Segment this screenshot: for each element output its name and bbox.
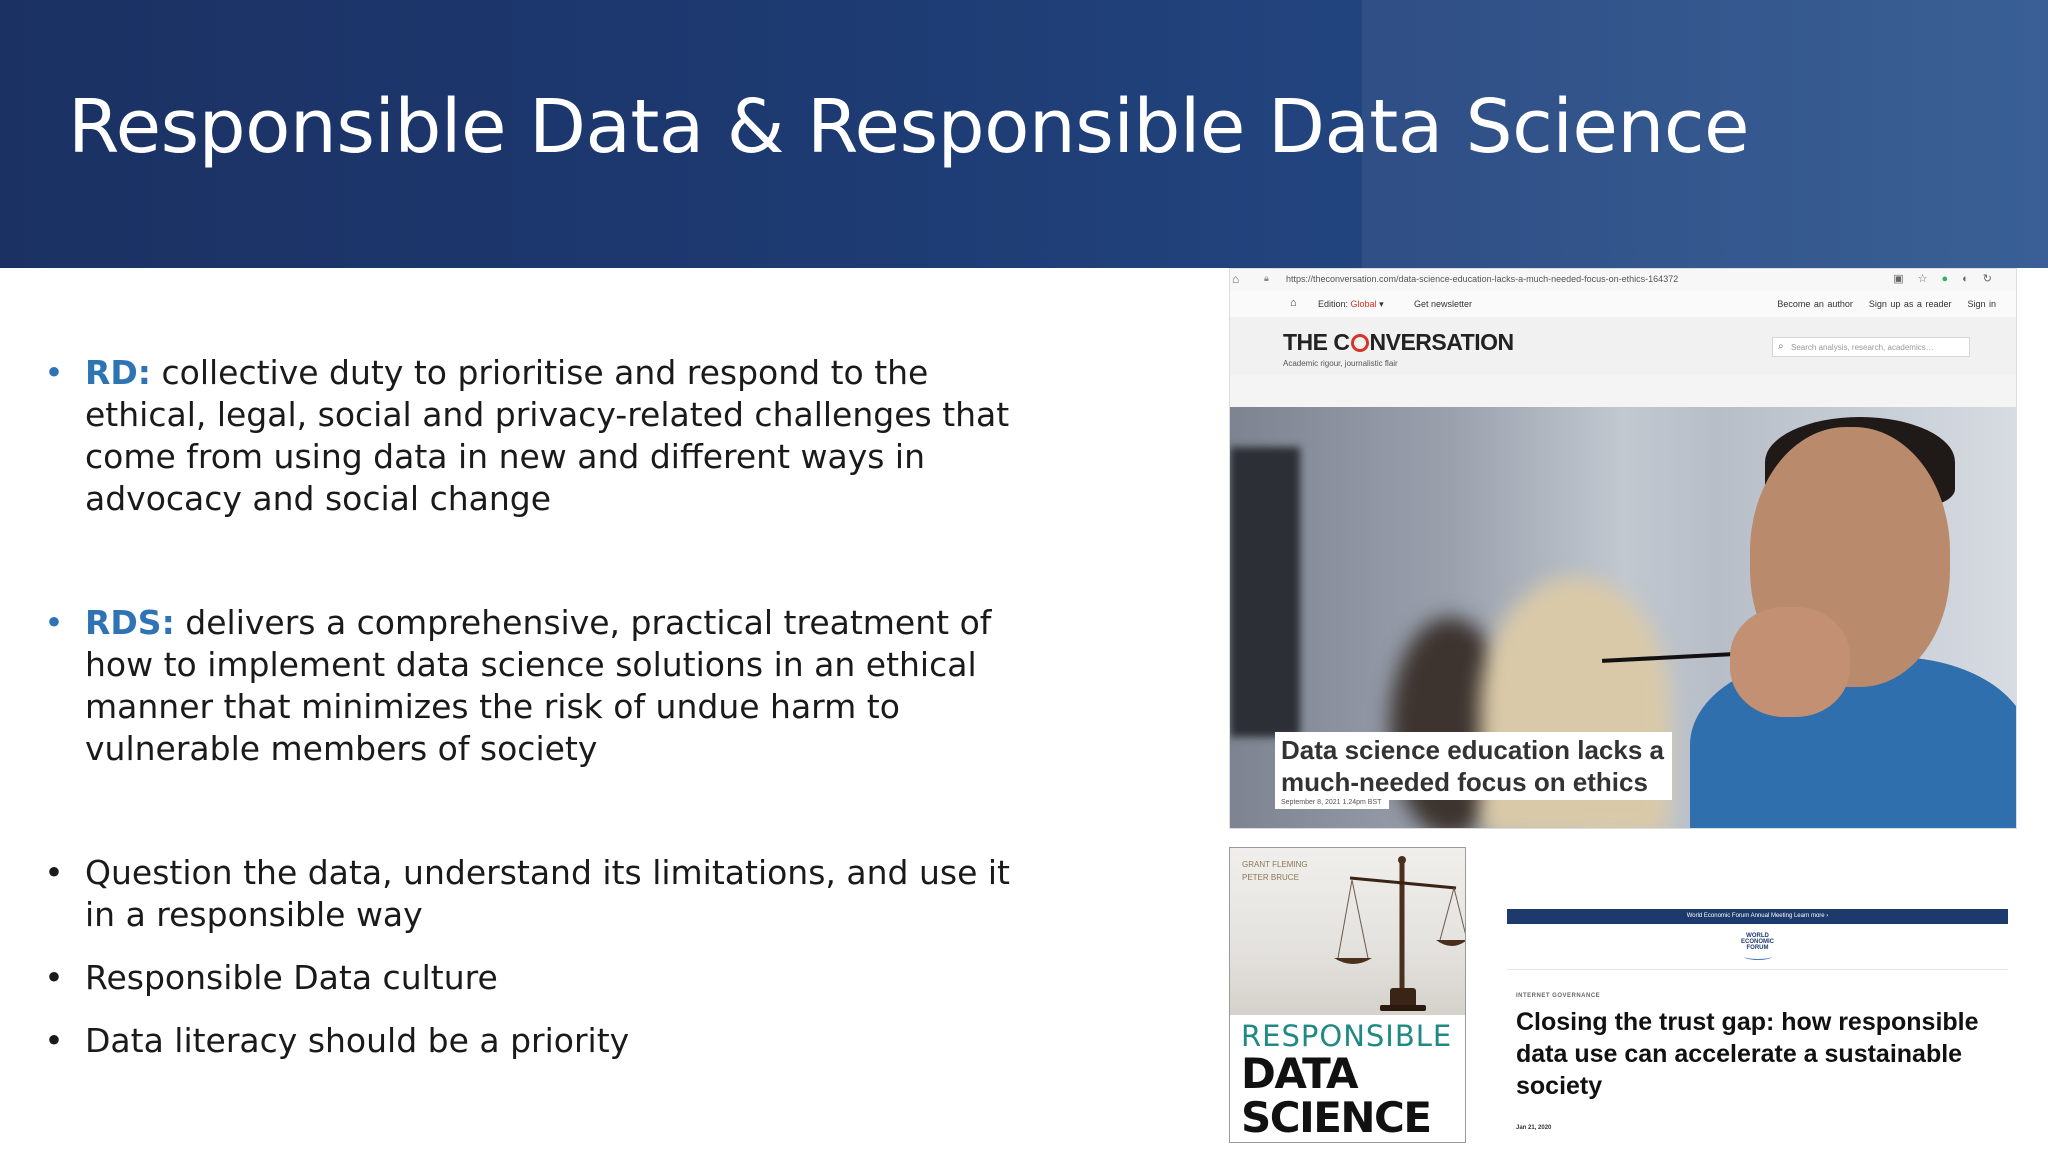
bullet-text-rds: delivers a comprehensive, practical treatment of how to implement data science solutions in an ethical manner that minimizes the risk of undue harm to vulnerable members of society bbox=[85, 603, 992, 768]
account-links bbox=[1761, 299, 1996, 309]
conversation-tagline: Academic rigour, journalistic flair bbox=[1283, 359, 1398, 368]
newsletter-link: Get newsletter bbox=[1414, 299, 1473, 309]
search-placeholder: Search analysis, research, academics… bbox=[1791, 343, 1934, 352]
wef-logo-line: FORUM bbox=[1746, 945, 1769, 951]
bullet-text-rd: collective duty to prioritise and respond to the ethical, legal, social and privacy-related challenges that come from using data in new and different ways in advocacy and social change bbox=[85, 353, 1010, 518]
wef-headline: Closing the trust gap: how responsible data use can accelerate a sustainable society bbox=[1516, 1008, 1979, 1100]
wef-article-card bbox=[1507, 909, 2008, 1143]
bullet-rd bbox=[44, 352, 1024, 520]
bullet-question-data bbox=[44, 852, 1024, 936]
book-title-line: SCIENCE bbox=[1241, 1093, 1431, 1142]
book-author: GRANT FLEMING bbox=[1242, 860, 1308, 869]
bullet-key-rd: RD: bbox=[85, 353, 151, 392]
book-author: PETER BRUCE bbox=[1242, 873, 1299, 882]
headline-line: Data science education lacks a bbox=[1281, 735, 1664, 765]
site-nav bbox=[1230, 291, 2016, 317]
edition-value: Global bbox=[1350, 299, 1377, 309]
search-icon: ⌕ bbox=[1778, 341, 1784, 352]
wef-banner: World Economic Forum Annual Meeting Learn more › bbox=[1507, 909, 2008, 924]
conversation-masthead bbox=[1230, 317, 2016, 375]
logo-text-end: NVERSATION bbox=[1369, 329, 1514, 355]
profile-icon: ◐ bbox=[1962, 273, 1983, 285]
refresh-icon: ↻ bbox=[1982, 273, 2006, 285]
wef-logo-line: ECONOMIC bbox=[1741, 939, 1774, 945]
browser-toolbar-icons bbox=[1893, 272, 2006, 285]
bullet-culture bbox=[44, 957, 498, 999]
site-home-icon: ⌂ bbox=[1290, 297, 1297, 309]
logo-text-start: THE C bbox=[1283, 329, 1350, 355]
wef-logo-line: WORLD bbox=[1746, 933, 1769, 939]
book-cover bbox=[1229, 847, 1466, 1143]
sign-up-link: Sign up as a reader bbox=[1868, 299, 1952, 309]
browser-address-bar bbox=[1230, 269, 2016, 292]
wef-kicker: INTERNET GOVERNANCE bbox=[1516, 993, 1601, 999]
bullet-text-culture: Responsible Data culture bbox=[85, 958, 498, 997]
edition-label: Edition: bbox=[1318, 299, 1349, 309]
conversation-search bbox=[1772, 337, 1970, 357]
sign-in-link: Sign in bbox=[1967, 299, 1996, 309]
article-hero-photo bbox=[1230, 407, 2017, 829]
edition-selector: Edition: Global ▾ bbox=[1318, 299, 1384, 309]
headline-line: much-needed focus on ethics bbox=[1281, 767, 1648, 797]
speech-bubble-o-icon bbox=[1351, 334, 1369, 352]
bullet-rds bbox=[44, 602, 1024, 770]
book-title-line: DATA bbox=[1241, 1049, 1358, 1098]
bullet-text-literacy: Data literacy should be a priority bbox=[85, 1021, 630, 1060]
photo-monitor bbox=[1230, 447, 1300, 737]
photo-hand bbox=[1730, 607, 1850, 717]
conversation-article-screenshot bbox=[1229, 268, 2017, 829]
bullet-literacy bbox=[44, 1020, 629, 1062]
divider bbox=[1507, 969, 2008, 970]
slide-header bbox=[0, 0, 2048, 268]
bullet-dot: • bbox=[44, 1021, 64, 1060]
bullet-dot: • bbox=[44, 603, 64, 642]
become-author-link: Become an author bbox=[1777, 299, 1853, 309]
book-title bbox=[1241, 1020, 1452, 1140]
extension-icon: ● bbox=[1941, 273, 1963, 285]
bullet-key-rds: RDS: bbox=[85, 603, 175, 642]
browser-home-icon: ⌂ bbox=[1232, 272, 1240, 286]
article-headline bbox=[1275, 732, 1672, 800]
reader-icon: ▣ bbox=[1893, 273, 1918, 285]
wef-date: Jan 21, 2020 bbox=[1516, 1125, 1552, 1131]
browser-url: https://theconversation.com/data-science-education-lacks-a-much-needed-focus-on-ethics-164372 bbox=[1286, 274, 1679, 284]
lock-icon: 🔒︎ bbox=[1264, 273, 1269, 283]
favorite-icon: ☆ bbox=[1917, 273, 1942, 285]
wef-logo bbox=[1507, 933, 2008, 960]
conversation-logo bbox=[1283, 329, 1514, 356]
slide-title: Responsible Data & Responsible Data Science bbox=[68, 84, 1750, 170]
wef-arc-icon bbox=[1744, 953, 1772, 960]
book-cover-image bbox=[1230, 848, 1465, 1015]
book-authors bbox=[1242, 858, 1308, 884]
bullet-text-question: Question the data, understand its limitations, and use it in a responsible way bbox=[85, 853, 1010, 934]
bullet-dot: • bbox=[44, 853, 64, 892]
article-dateline: September 8, 2021 1.24pm BST bbox=[1275, 797, 1389, 809]
bullet-dot: • bbox=[44, 353, 64, 392]
book-title-line: RESPONSIBLE bbox=[1241, 1019, 1453, 1053]
bullet-dot: • bbox=[44, 958, 64, 997]
